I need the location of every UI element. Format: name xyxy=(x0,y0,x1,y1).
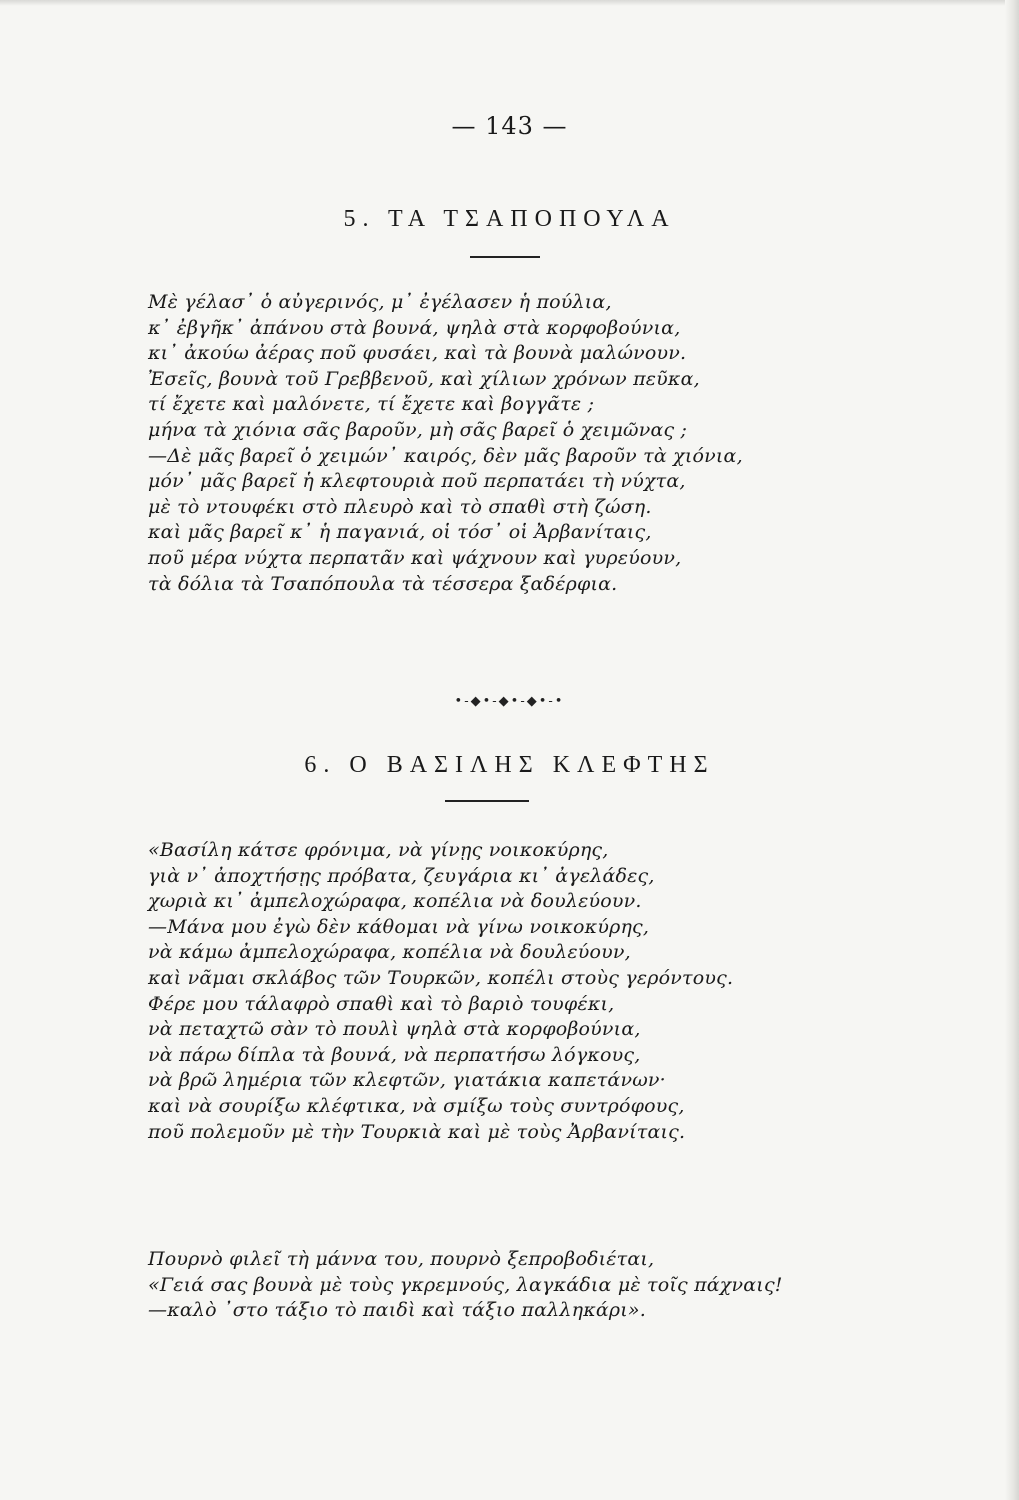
verse-line: «Βασίλη κάτσε φρόνιμα, νὰ γίνῃς νοικοκύρης, xyxy=(148,839,609,861)
ornament-divider: •-◆•-◆•-◆•-• xyxy=(454,694,565,709)
section-title-1: 5. ΤΑ ΤΣΑΠΟΠΟΥΛΑ xyxy=(343,206,676,232)
section-title-2: 6. Ο ΒΑΣΙΛΗΣ ΚΛΕΦΤΗΣ xyxy=(304,752,715,778)
verse-line: —Μάνα μου ἐγὼ δὲν κάθομαι νὰ γίνω νοικοκύρης, xyxy=(148,915,650,938)
verse-line: μόν᾽ μᾶς βαρεῖ ἡ κλεφτουριὰ ποῦ περπατάει τὴ νύχτα, xyxy=(148,470,686,493)
title-underline-1 xyxy=(470,256,540,258)
verse-line: καὶ μᾶς βαρεῖ κ᾽ ἡ παγανιά, οἱ τόσ᾽ οἱ Ἀρβανίταις, xyxy=(148,521,652,544)
poem-1 xyxy=(148,290,988,597)
poem-closing xyxy=(148,1247,988,1324)
verse-line: ποῦ μέρα νύχτα περπατᾶν καὶ ψάχνουν καὶ γυρεύουν, xyxy=(148,546,682,569)
verse-line: τὰ δόλια τὰ Τσαπόπουλα τὰ τέσσερα ξαδέρφια. xyxy=(148,572,618,595)
verse-line: χωριὰ κι᾽ ἀμπελοχώραφα, κοπέλια νὰ δουλεύουν. xyxy=(148,890,642,913)
poem-2 xyxy=(148,838,988,1145)
verse-line: Πουρνὸ φιλεῖ τὴ μάννα του, πουρνὸ ξεπροβοδιέται, xyxy=(148,1248,655,1270)
verse-line: καὶ νὰ σουρίξω κλέφτικα, νὰ σμίξω τοὺς συντρόφους, xyxy=(148,1094,685,1117)
verse-line: ποῦ πολεμοῦν μὲ τὴν Τουρκιὰ καὶ μὲ τοὺς Ἀρβανίταις. xyxy=(148,1120,686,1143)
verse-line: νὰ βρῶ λημέρια τῶν κλεφτῶν, γιατάκια καπετάνων· xyxy=(148,1069,666,1092)
verse-line: κ᾽ ἐβγῆκ᾽ ἀπάνου στὰ βουνά, ψηλὰ στὰ κορφοβούνια, xyxy=(148,316,681,339)
verse-line: Μὲ γέλασ᾽ ὁ αὐγερινός, μ᾽ ἐγέλασεν ἡ πούλια, xyxy=(148,291,612,313)
page-top-edge xyxy=(0,0,1019,6)
verse-line: «Γειά σας βουνὰ μὲ τοὺς γκρεμνούς, λαγκάδια μὲ τοῖς πάχναις! xyxy=(148,1273,783,1296)
verse-line: μήνα τὰ χιόνια σᾶς βαροῦν, μὴ σᾶς βαρεῖ ὁ χειμῶνας ; xyxy=(148,418,688,441)
verse-line: καὶ νᾶμαι σκλάβος τῶν Τουρκῶν, κοπέλι στοὺς γερόντους. xyxy=(148,966,734,989)
verse-line: κι᾽ ἀκούω ἀέρας ποῦ φυσάει, καὶ τὰ βουνὰ μαλώνουν. xyxy=(148,342,687,365)
verse-line: —Δὲ μᾶς βαρεῖ ὁ χειμών᾽ καιρός, δὲν μᾶς βαροῦν τὰ χιόνια, xyxy=(148,444,743,467)
verse-line: Ἐσεῖς, βουνὰ τοῦ Γρεββενοῦ, καὶ χίλιων χρόνων πεῦκα, xyxy=(148,367,700,390)
title-underline-2 xyxy=(445,800,529,802)
verse-line: —καλὸ ᾽στο τάξιο τὸ παιδὶ καὶ τάξιο παλληκάρι». xyxy=(148,1299,646,1322)
page-number: — 143 — xyxy=(451,112,568,140)
verse-line: νὰ κάμω ἀμπελοχώραφα, κοπέλια νὰ δουλεύουν, xyxy=(148,941,631,964)
verse-line: Φέρε μου τάλαφρὸ σπαθὶ καὶ τὸ βαριὸ τουφέκι, xyxy=(148,992,615,1015)
verse-line: γιὰ ν᾽ ἀποχτήσῃς πρόβατα, ζευγάρια κι᾽ ἀγελάδες, xyxy=(148,864,655,887)
verse-line: τί ἔχετε καὶ μαλόνετε, τί ἔχετε καὶ βογγᾶτε ; xyxy=(148,393,595,416)
verse-line: νὰ πεταχτῶ σὰν τὸ πουλὶ ψηλὰ στὰ κορφοβούνια, xyxy=(148,1018,641,1041)
verse-line: νὰ πάρω δίπλα τὰ βουνά, νὰ περπατήσω λόγκους, xyxy=(148,1043,641,1066)
verse-line: μὲ τὸ ντουφέκι στὸ πλευρὸ καὶ τὸ σπαθὶ στὴ ζώση. xyxy=(148,495,652,518)
